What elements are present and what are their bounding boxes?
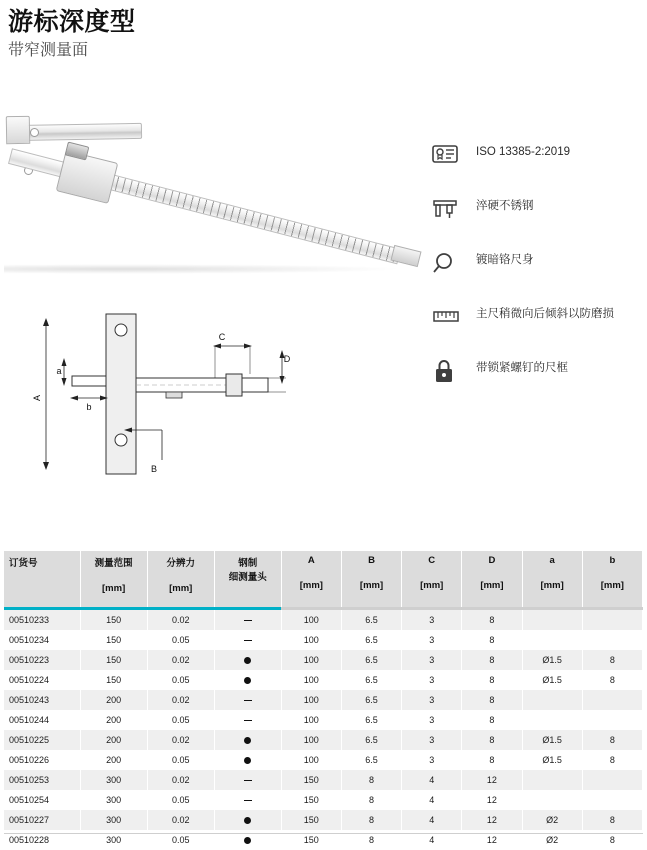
cell-order-no: 00510226 — [4, 750, 80, 770]
footer-divider — [4, 833, 643, 834]
table-row[interactable] — [4, 710, 643, 730]
cell-range: 300 — [80, 790, 147, 810]
cell-resolution: 0.02 — [147, 770, 214, 790]
cell-C: 4 — [402, 790, 462, 810]
drawing-label-A: A — [32, 394, 42, 402]
filled-dot-icon — [244, 737, 251, 744]
cell-resolution: 0.02 — [147, 650, 214, 670]
cell-range: 300 — [80, 810, 147, 830]
dash-icon — [244, 780, 252, 781]
cell-A: 100 — [281, 670, 341, 690]
cell-D: 8 — [462, 670, 522, 690]
cell-D: 8 — [462, 630, 522, 650]
cell-order-no: 00510234 — [4, 630, 80, 650]
feature-item-lock — [430, 356, 640, 386]
cell-order-no: 00510233 — [4, 610, 80, 630]
table-body — [4, 610, 643, 850]
cell-B: 6.5 — [341, 630, 401, 650]
feature-item-tilt — [430, 302, 640, 332]
table-row[interactable] — [4, 610, 643, 630]
cell-a: Ø1.5 — [522, 750, 582, 770]
cell-range: 150 — [80, 670, 147, 690]
cell-B: 6.5 — [341, 730, 401, 750]
table-row[interactable] — [4, 790, 643, 810]
drawing-label-b: b — [86, 402, 92, 412]
product-photo — [0, 96, 420, 286]
cell-resolution: 0.05 — [147, 830, 214, 850]
cell-B: 6.5 — [341, 750, 401, 770]
cell-C: 3 — [402, 670, 462, 690]
page-header — [8, 8, 568, 60]
cell-A: 100 — [281, 630, 341, 650]
cell-fine-tip — [214, 650, 281, 670]
header-C: C [mm] — [402, 551, 462, 607]
feature-list — [430, 140, 640, 410]
header-B: B [mm] — [341, 551, 401, 607]
table-row[interactable] — [4, 630, 643, 650]
cell-a: Ø1.5 — [522, 650, 582, 670]
cell-order-no: 00510244 — [4, 710, 80, 730]
cell-a — [522, 630, 582, 650]
cell-C: 3 — [402, 750, 462, 770]
table-header-row — [4, 551, 643, 607]
drawing-label-B: B — [150, 464, 158, 474]
page-title: 游标深度型 — [8, 8, 136, 36]
cell-order-no: 00510228 — [4, 830, 80, 850]
cell-range: 300 — [80, 770, 147, 790]
cell-C: 3 — [402, 630, 462, 650]
cell-b — [582, 690, 642, 710]
gauge-hole-left — [30, 128, 39, 137]
filled-dot-icon — [244, 817, 251, 824]
cell-resolution: 0.02 — [147, 730, 214, 750]
feature-label: 镀暗铬尺身 — [476, 254, 534, 266]
cell-D: 8 — [462, 710, 522, 730]
cell-D: 8 — [462, 650, 522, 670]
header-D: D [mm] — [462, 551, 522, 607]
cell-D: 12 — [462, 810, 522, 830]
cell-fine-tip — [214, 810, 281, 830]
table-row[interactable] — [4, 670, 643, 690]
cell-range: 200 — [80, 690, 147, 710]
feature-item-chrome — [430, 248, 640, 278]
table-row[interactable] — [4, 690, 643, 710]
cell-range: 200 — [80, 730, 147, 750]
feature-label: 带锁紧螺钉的尺框 — [476, 362, 568, 374]
cell-A: 150 — [281, 830, 341, 850]
cell-resolution: 0.02 — [147, 610, 214, 630]
cell-C: 3 — [402, 690, 462, 710]
cell-a: Ø1.5 — [522, 670, 582, 690]
cell-fine-tip — [214, 630, 281, 650]
cell-range: 200 — [80, 710, 147, 730]
cell-C: 3 — [402, 710, 462, 730]
header-a: a [mm] — [522, 551, 582, 607]
cell-B: 8 — [341, 790, 401, 810]
cell-order-no: 00510227 — [4, 810, 80, 830]
filled-dot-icon — [244, 757, 251, 764]
cell-A: 100 — [281, 750, 341, 770]
cell-a — [522, 710, 582, 730]
dash-icon — [244, 640, 252, 641]
cell-b — [582, 610, 642, 630]
cell-resolution: 0.02 — [147, 810, 214, 830]
cell-A: 100 — [281, 690, 341, 710]
filled-dot-icon — [244, 677, 251, 684]
cell-resolution: 0.05 — [147, 750, 214, 770]
cell-B: 6.5 — [341, 670, 401, 690]
dash-icon — [244, 800, 252, 801]
cell-A: 150 — [281, 770, 341, 790]
cell-fine-tip — [214, 750, 281, 770]
cell-a: Ø1.5 — [522, 730, 582, 750]
cell-resolution: 0.02 — [147, 690, 214, 710]
cell-C: 3 — [402, 610, 462, 630]
dash-icon — [244, 720, 252, 721]
cell-b: 8 — [582, 730, 642, 750]
cell-B: 8 — [341, 830, 401, 850]
cell-D: 8 — [462, 750, 522, 770]
cell-b: 8 — [582, 650, 642, 670]
product-photo-shadow — [4, 264, 404, 274]
cell-range: 300 — [80, 830, 147, 850]
cell-B: 6.5 — [341, 710, 401, 730]
cell-fine-tip — [214, 690, 281, 710]
cell-D: 12 — [462, 770, 522, 790]
header-b: b [mm] — [582, 551, 642, 607]
cell-fine-tip — [214, 710, 281, 730]
cell-D: 8 — [462, 730, 522, 750]
cell-A: 150 — [281, 790, 341, 810]
header-range: 测量范围 [mm] — [80, 551, 147, 607]
magnifier-icon — [430, 248, 464, 278]
table-row[interactable] — [4, 810, 643, 830]
cell-C: 4 — [402, 830, 462, 850]
cell-fine-tip — [214, 730, 281, 750]
dash-icon — [244, 620, 252, 621]
cell-order-no: 00510243 — [4, 690, 80, 710]
cell-order-no: 00510254 — [4, 790, 80, 810]
specification-table — [4, 551, 643, 850]
cell-A: 150 — [281, 810, 341, 830]
feature-item-standard — [430, 140, 640, 170]
header-resolution: 分辨力 [mm] — [147, 551, 214, 607]
cell-fine-tip — [214, 670, 281, 690]
table-row[interactable] — [4, 750, 643, 770]
feature-item-material — [430, 194, 640, 224]
cell-A: 100 — [281, 710, 341, 730]
feature-label: 主尺稍微向后倾斜以防磨损 — [476, 308, 614, 320]
feature-label: 淬硬不锈钢 — [476, 200, 534, 212]
cell-range: 200 — [80, 750, 147, 770]
page-subtitle: 带窄测量面 — [8, 41, 89, 59]
cell-a: Ø2 — [522, 810, 582, 830]
cell-D: 8 — [462, 610, 522, 630]
cell-D: 12 — [462, 790, 522, 810]
cell-fine-tip — [214, 610, 281, 630]
cell-A: 100 — [281, 610, 341, 630]
cell-B: 8 — [341, 770, 401, 790]
cell-resolution: 0.05 — [147, 710, 214, 730]
certificate-icon — [430, 140, 464, 170]
table-row[interactable] — [4, 770, 643, 790]
cell-b — [582, 770, 642, 790]
cell-D: 12 — [462, 830, 522, 850]
cell-fine-tip — [214, 770, 281, 790]
drawing-label-a: a — [56, 366, 62, 376]
dash-icon — [244, 700, 252, 701]
cell-b: 8 — [582, 810, 642, 830]
cell-C: 3 — [402, 730, 462, 750]
cell-a — [522, 610, 582, 630]
cell-b — [582, 790, 642, 810]
cell-range: 150 — [80, 610, 147, 630]
cell-order-no: 00510253 — [4, 770, 80, 790]
drawing-label-C: C — [218, 332, 226, 342]
cell-b — [582, 630, 642, 650]
table-row[interactable] — [4, 730, 643, 750]
header-fine-tip: 钢制 细测量头 — [214, 551, 281, 607]
technical-drawing — [10, 300, 340, 500]
cell-B: 8 — [341, 810, 401, 830]
header-order-no: 订货号 — [4, 551, 80, 607]
feature-label: ISO 13385-2:2019 — [476, 146, 570, 158]
drawing-label-D: D — [283, 354, 291, 364]
cell-a: Ø2 — [522, 830, 582, 850]
cell-resolution: 0.05 — [147, 670, 214, 690]
cell-a — [522, 690, 582, 710]
cell-range: 150 — [80, 630, 147, 650]
cell-a — [522, 790, 582, 810]
cell-a — [522, 770, 582, 790]
cell-b: 8 — [582, 670, 642, 690]
cell-A: 100 — [281, 730, 341, 750]
cell-range: 150 — [80, 650, 147, 670]
cell-B: 6.5 — [341, 690, 401, 710]
header-A: A [mm] — [281, 551, 341, 607]
cell-C: 4 — [402, 810, 462, 830]
cell-order-no: 00510223 — [4, 650, 80, 670]
cell-order-no: 00510224 — [4, 670, 80, 690]
cell-resolution: 0.05 — [147, 790, 214, 810]
cell-order-no: 00510225 — [4, 730, 80, 750]
ruler-icon — [430, 302, 464, 332]
lock-icon — [430, 356, 464, 386]
cell-B: 6.5 — [341, 610, 401, 630]
cell-C: 3 — [402, 650, 462, 670]
cell-b: 8 — [582, 750, 642, 770]
cell-C: 4 — [402, 770, 462, 790]
table-row[interactable] — [4, 650, 643, 670]
cell-b — [582, 710, 642, 730]
cell-b: 8 — [582, 830, 642, 850]
cell-A: 100 — [281, 650, 341, 670]
cell-B: 6.5 — [341, 650, 401, 670]
cell-D: 8 — [462, 690, 522, 710]
gauge-base-end — [6, 116, 30, 144]
cell-fine-tip — [214, 790, 281, 810]
caliper-icon — [430, 194, 464, 224]
cell-resolution: 0.05 — [147, 630, 214, 650]
filled-dot-icon — [244, 657, 251, 664]
